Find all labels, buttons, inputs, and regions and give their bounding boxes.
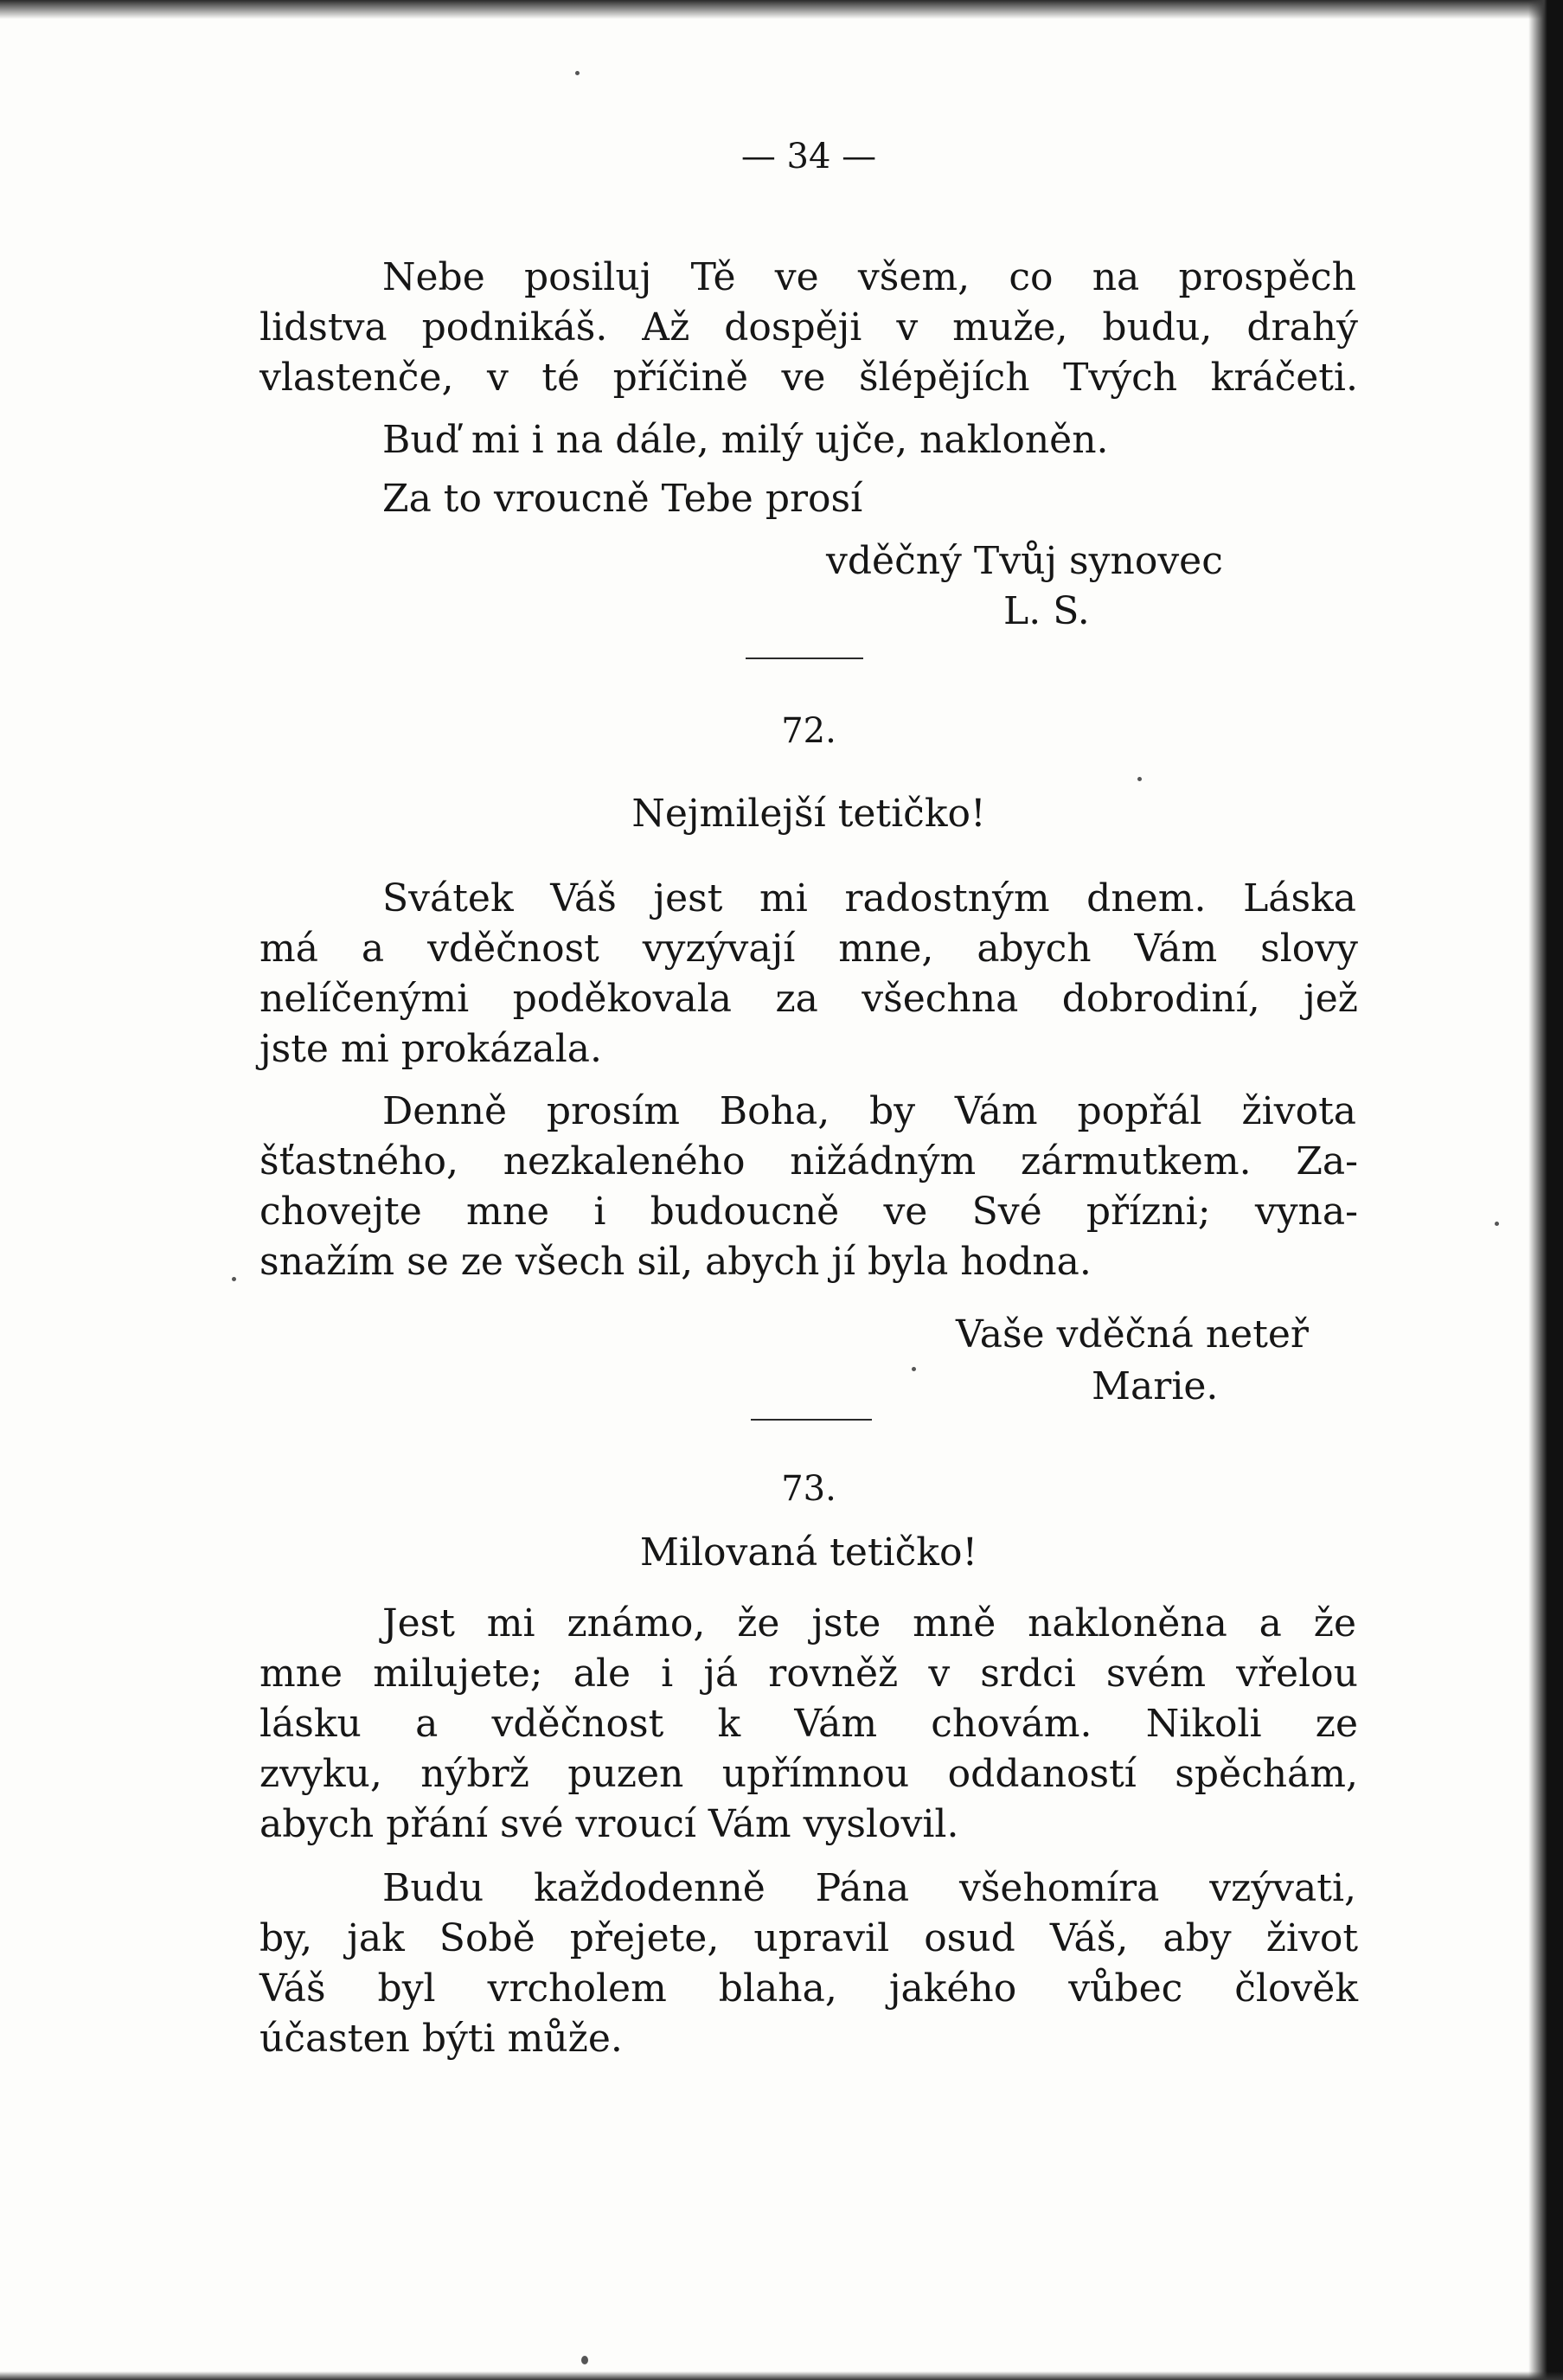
letter-73-p1-line-1: Jest mi známo, že jste mně nakloněna a že — [382, 1601, 1356, 1645]
letter-73-p1-line-5: abych přání své vroucí Vám vyslovil. — [259, 1802, 959, 1846]
letter-71-line-1: Nebe posiluj Tě ve všem, co na prospěch — [382, 255, 1356, 299]
letter-71-signature: vděčný Tvůj synovec — [826, 539, 1223, 583]
letter-72-number: 72. — [781, 711, 836, 751]
letter-73-p1-line-4: zvyku, nýbrž puzen upřímnou oddaností spěchám, — [259, 1752, 1358, 1796]
scan-edge-right — [1528, 0, 1563, 2380]
scan-speck — [232, 1277, 236, 1281]
letter-73-p1-line-3: lásku a vděčnost k Vám chovám. Nikoli ze — [259, 1702, 1358, 1746]
scan-speck — [912, 1367, 916, 1371]
scan-edge-bottom — [0, 2371, 1563, 2380]
letter-72-p1-line-1: Svátek Váš jest mi radostným dnem. Láska — [382, 876, 1356, 921]
letter-72-p1-line-2: má a vděčnost vyzývají mne, abych Vám slovy — [259, 927, 1358, 971]
letter-72-p2-line-3: chovejte mne i budoucně ve Své přízni; vyna- — [259, 1190, 1358, 1234]
page-number: — 34 — — [740, 137, 877, 176]
letter-72-p1-line-4: jste mi prokázala. — [259, 1027, 602, 1071]
letter-71-line-3: vlastenče, v té příčině ve šlépějích Tvých kráčeti. — [259, 356, 1358, 400]
letter-73-p2-line-3: Váš byl vrcholem blaha, jakého vůbec člověk — [259, 1966, 1358, 2011]
letter-72-p2-line-4: snažím se ze všech sil, abych jí byla hodna. — [259, 1240, 1092, 1284]
letter-72-p1-line-3: nelíčenými poděkovala za všechna dobrodiní, jež — [259, 977, 1358, 1021]
scan-speck — [1137, 777, 1142, 781]
letter-71-line-5: Za to vroucně Tebe prosí — [382, 477, 863, 521]
letter-72-p2-line-2: šťastného, nezkaleného nižádným zármutkem. Za- — [259, 1139, 1358, 1184]
letter-72-signature: Vaše vděčná neteř — [956, 1312, 1309, 1357]
letter-72-salutation: Nejmilejší tetičko! — [631, 792, 986, 836]
letter-73-p2-line-4: účasten býti může. — [259, 2017, 623, 2061]
letter-71-line-2: lidstva podnikáš. Až dospěji v muže, budu, drahý — [259, 305, 1358, 350]
letter-73-p1-line-2: mne milujete; ale i já rovněž v srdci svém vřelou — [259, 1652, 1358, 1696]
scan-edge-top — [0, 0, 1563, 19]
section-divider — [751, 1419, 872, 1421]
letter-72-p2-line-1: Denně prosím Boha, by Vám popřál života — [382, 1089, 1356, 1133]
letter-71-initials: L. S. — [1003, 589, 1090, 633]
letter-73-salutation: Milovaná tetičko! — [639, 1530, 978, 1575]
letter-73-number: 73. — [781, 1469, 836, 1509]
scan-speck — [581, 2356, 588, 2364]
scan-speck — [575, 71, 580, 75]
letter-73-p2-line-1: Budu každodenně Pána všehomíra vzývati, — [382, 1866, 1356, 1910]
letter-72-signature-name: Marie. — [1092, 1364, 1219, 1408]
section-divider — [746, 658, 863, 659]
letter-73-p2-line-2: by, jak Sobě přejete, upravil osud Váš, aby život — [259, 1916, 1358, 1960]
scan-speck — [1495, 1222, 1499, 1226]
letter-71-line-4: Buď mi i na dále, milý ujče, nakloněn. — [382, 418, 1109, 462]
